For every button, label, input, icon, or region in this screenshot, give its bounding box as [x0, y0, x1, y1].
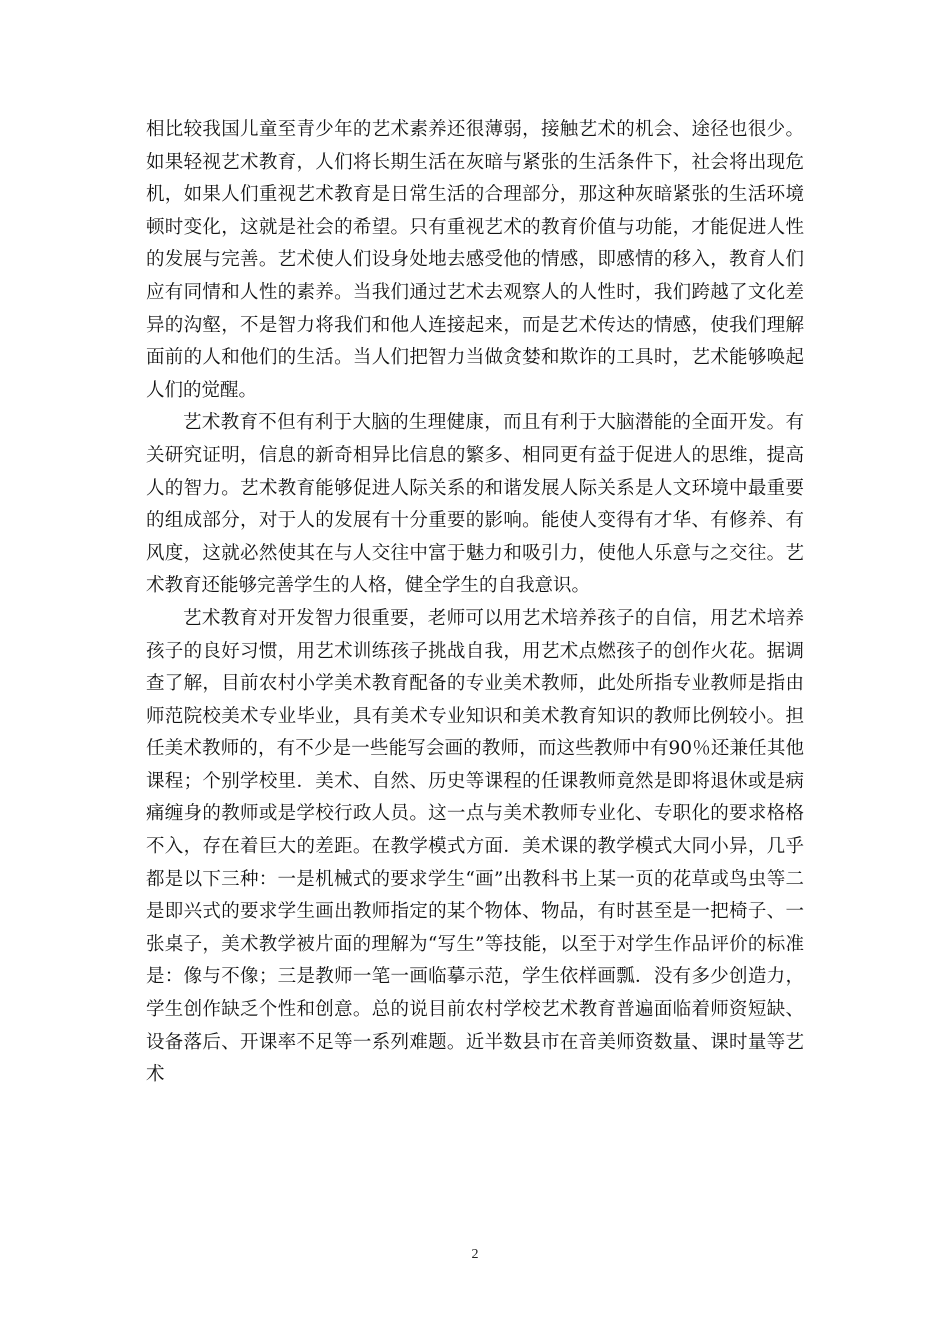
body-text — [146, 114, 804, 1092]
paragraph-1: 相比较我国儿童至青少年的艺术素养还很薄弱，接触艺术的机会、途径也很少。如果轻视艺术教育，人们将长期生活在灰暗与紧张的生活条件下，社会将出现危机，如果人们重视艺术教育是日常生活的合理部分，那这种灰暗紧张的生活环境顿时变化，这就是社会的希望。只有重视艺术的教育价值与功能，才能促进人性的发展与完善。艺术使人们设身处地去感受他的情感，即感情的移入，教育人们应有同情和人性的素养。当我们通过艺术去观察人的人性时，我们跨越了文化差异的沟壑，不是智力将我们和他人连接起来，而是艺术传达的情感，使我们理解面前的人和他们的生活。当人们把智力当做贪婪和欺诈的工具时，艺术能够唤起人们的觉醒。 — [146, 119, 804, 401]
page-number: 2 — [471, 1247, 479, 1262]
paragraph-2: 艺术教育不但有利于大脑的生理健康，而且有利于大脑潜能的全面开发。有关研究证明，信息的新奇相异比信息的繁多、相同更有益于促进人的思维，提高人的智力。艺术教育能够促进人际关系的和谐发展人际关系是人文环境中最重要的组成部分，对于人的发展有十分重要的影响。能使人变得有才华、有修养、有风度，这就必然使其在与人交往中富于魅力和吸引力，使他人乐意与之交往。艺术教育还能够完善学生的人格，健全学生的自我意识。 — [146, 412, 804, 597]
paragraph-3: 艺术教育对开发智力很重要，老师可以用艺术培养孩子的自信，用艺术培养孩子的良好习惯，用艺术训练孩子挑战自我，用艺术点燃孩子的创作火花。据调查了解，目前农村小学美术教育配备的专业美术教师，此处所指专业教师是指由师范院校美术专业毕业，具有美术专业知识和美术教育知识的教师比例较小。担任美术教师的，有不少是一些能写会画的教师，而这些教师中有90％还兼任其他课程；个别学校里．美术、自然、历史等课程的任课教师竟然是即将退休或是病痛缠身的教师或是学校行政人员。这一点与美术教师专业化、专职化的要求格格不入，存在着巨大的差距。在教学模式方面．美术课的教学模式大同小异，几乎都是以下三种：一是机械式的要求学生“画”出教科书上某一页的花草或鸟虫等二是即兴式的要求学生画出教师指定的某个物体、物品，有时甚至是一把椅子、一张桌子，美术教学被片面的理解为“写生”等技能，以至于对学生作品评价的标准是：像与不像；三是教师一笔一画临摹示范，学生依样画瓢．没有多少创造力，学生创作缺乏个性和创意。总的说目前农村学校艺术教育普遍面临着师资短缺、设备落后、开课率不足等一系列难题。近半数县市在音美师资数量、课时量等艺术 — [146, 607, 804, 1086]
